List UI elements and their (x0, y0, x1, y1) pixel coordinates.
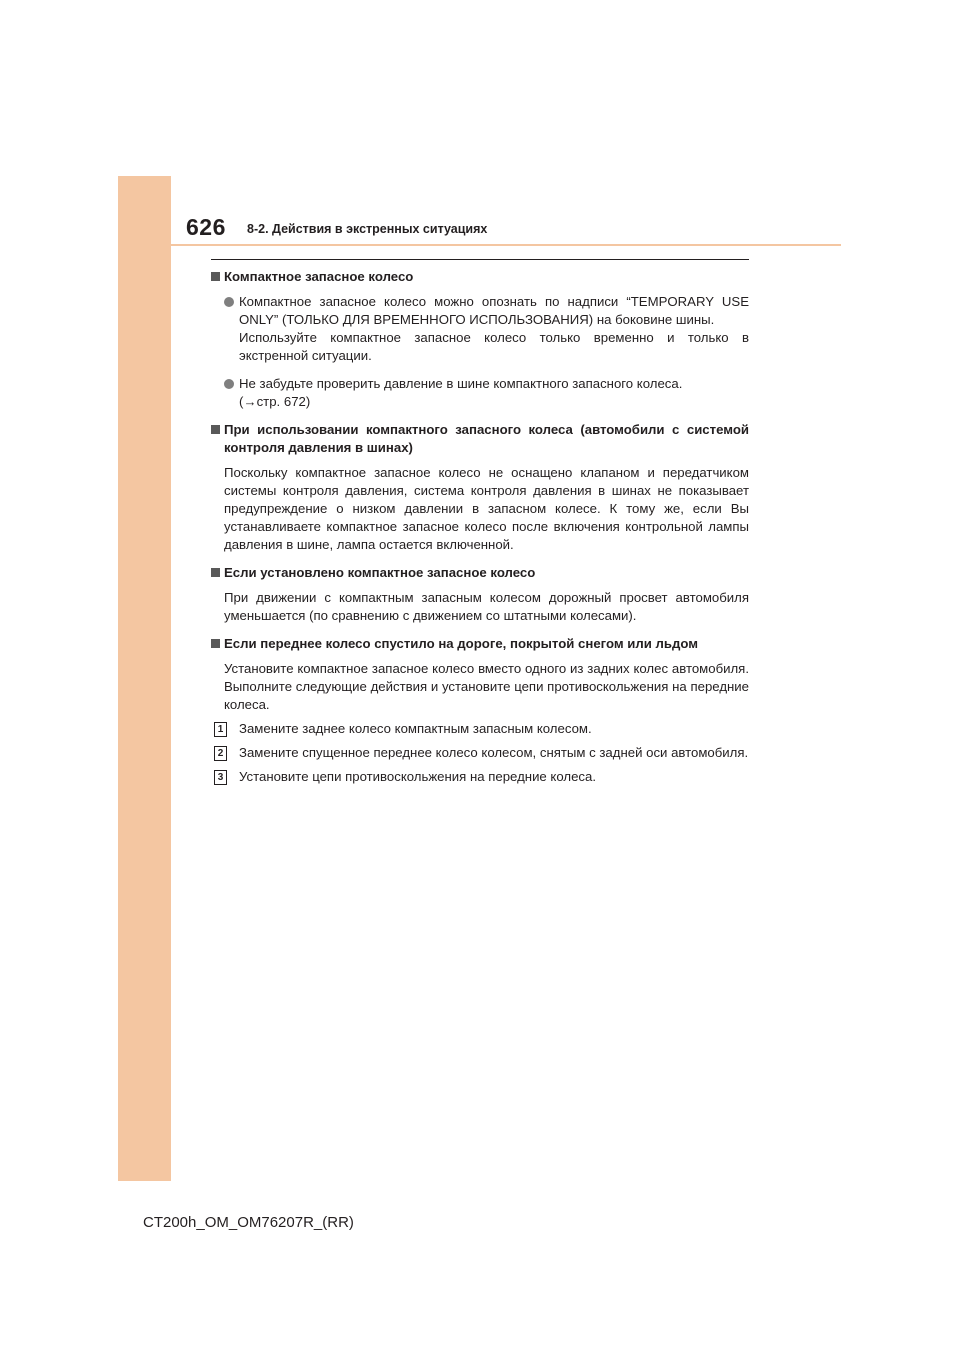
square-bullet-icon (211, 425, 220, 434)
bullet-line: ONLY” (ТОЛЬКО ДЛЯ ВРЕМЕННОГО ИСПОЛЬЗОВАНИЯ) на боковине шины. (239, 312, 715, 327)
step-text: Замените спущенное переднее колесо колесом, снятым с задней оси автомобиля. (239, 745, 749, 760)
section-heading (211, 268, 749, 286)
square-bullet-icon (211, 639, 220, 648)
paragraph: Поскольку компактное запасное колесо не оснащено клапаном и передатчиком системы контроля давления, система контроля давления в шинах не показывает предупреждение о низком давлении в запасном колесе. К тому же, если Вы устанавливаете компактное запасное колесо после включения контрольной лампы давления в шине, лампа остается включенной. (224, 465, 749, 552)
step-item (211, 720, 749, 738)
step-text: Замените заднее колесо компактным запасным колесом. (239, 721, 592, 736)
content-divider (211, 259, 749, 260)
chapter-tab-bar (118, 176, 171, 1181)
step-number: 1 (214, 722, 227, 737)
document-code: CT200h_OM_OM76207R_(RR) (143, 1214, 354, 1231)
heading-line: При использовании компактного запасного колеса (автомобили с системой (224, 422, 749, 437)
step-number: 2 (214, 746, 227, 761)
circle-bullet-icon (224, 379, 234, 389)
bullet-item (211, 293, 749, 365)
section-heading (211, 564, 749, 582)
heading-text: Если установлено компактное запасное колесо (224, 565, 536, 580)
header-divider (171, 244, 841, 246)
bullet-line: экстренной ситуации. (239, 348, 372, 363)
bullet-line: Не забудьте проверить давление в шине компактного запасного колеса. (239, 376, 683, 391)
section-heading (211, 635, 749, 653)
page-reference: (→стр. 672) (239, 394, 311, 409)
step-number: 3 (214, 770, 227, 785)
square-bullet-icon (211, 272, 220, 281)
bullet-line: Используйте компактное запасное колесо только временно и только в (239, 330, 749, 345)
bullet-line: Компактное запасное колесо можно опознать по надписи “TEMPORARY USE (239, 294, 749, 309)
page-number: 626 (186, 214, 226, 240)
paragraph: При движении с компактным запасным колесом дорожный просвет автомобиля уменьшается (по сравнению с движением со штатными колесами). (224, 590, 749, 623)
paragraph: Установите компактное запасное колесо вместо одного из задних колес автомобиля. Выполните следующие действия и установите цепи противоскольжения на передние колеса. (224, 661, 749, 712)
section-heading (211, 421, 749, 457)
page-content (211, 268, 749, 792)
bullet-item (211, 375, 749, 411)
heading-text: Если переднее колесо спустило на дороге, покрытой снегом или льдом (224, 636, 699, 651)
step-item (211, 744, 749, 762)
step-text: Установите цепи противоскольжения на передние колеса. (239, 769, 597, 784)
circle-bullet-icon (224, 297, 234, 307)
heading-line: контроля давления в шинах) (224, 440, 413, 455)
heading-text: Компактное запасное колесо (224, 269, 414, 284)
section-title: 8-2. Действия в экстренных ситуациях (247, 222, 488, 236)
square-bullet-icon (211, 568, 220, 577)
step-item (211, 768, 749, 786)
